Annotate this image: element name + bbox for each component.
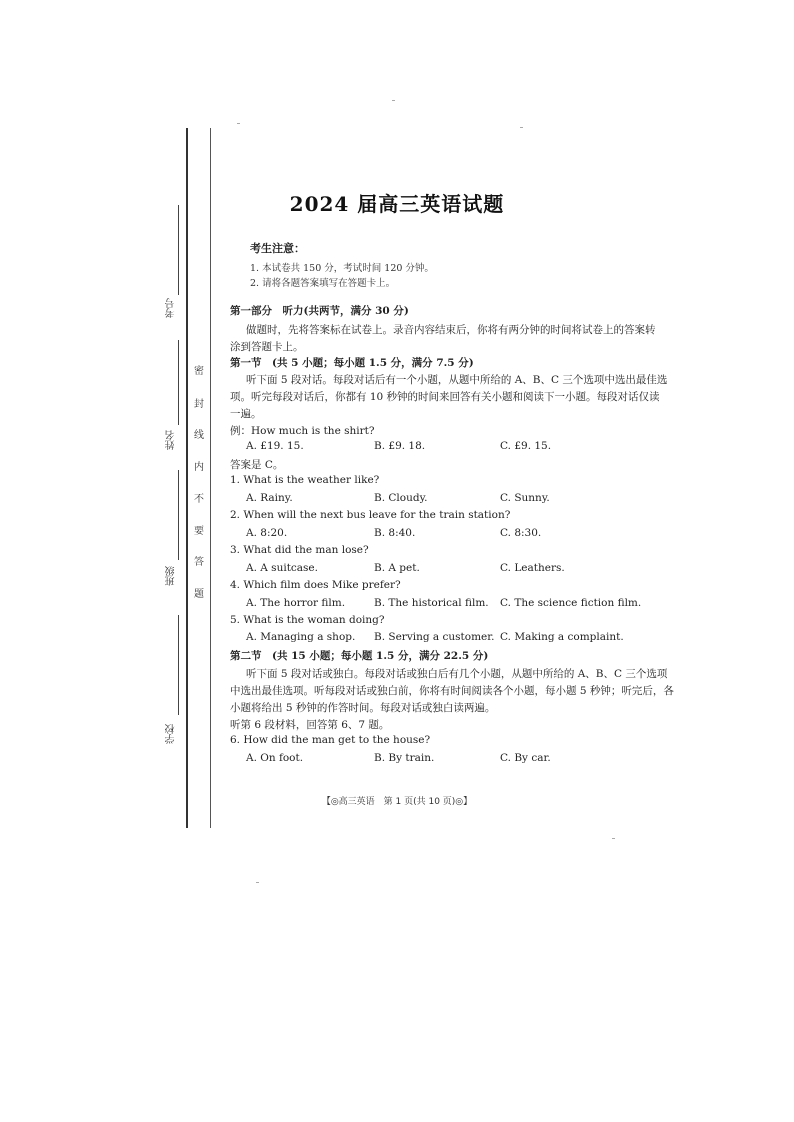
part1-instruction-line: 涂到答题卡上。 xyxy=(230,341,304,353)
q3-option-c: C. Leathers. xyxy=(500,562,565,574)
section1-instruction-line: 听下面 5 段对话。每段对话后有一个小题，从题中所给的 A、B、C 三个选项中选出最佳选 xyxy=(246,374,668,386)
question-3: 3. What did the man lose? xyxy=(230,544,369,556)
q3-option-b: B. A pet. xyxy=(374,562,420,574)
field-label-school: 学校 xyxy=(166,724,177,744)
q2-option-a: A. 8:20. xyxy=(246,527,288,539)
example-question: 例：How much is the shirt? xyxy=(230,425,375,437)
example-option-a: A. £19. 15. xyxy=(246,440,304,452)
seal-char: 要 xyxy=(194,526,204,537)
section2-instruction-line: 听下面 5 段对话或独白。每段对话或独白后有几个小题，从题中所给的 A、B、C 三个选项 xyxy=(246,668,668,680)
part1-heading: 第一部分 听力(共两节，满分 30 分) xyxy=(230,305,409,317)
q6-option-a: A. On foot. xyxy=(246,752,304,764)
seal-char: 答 xyxy=(194,557,204,568)
field-label-class: 班级 xyxy=(166,566,177,586)
field-label-exam-number: 考号 xyxy=(166,298,177,318)
seal-char: 线 xyxy=(194,430,204,441)
section1-heading: 第一节 (共 5 小题；每小题 1.5 分，满分 7.5 分) xyxy=(230,357,474,369)
seal-char: 封 xyxy=(194,399,204,410)
field-line-exam-number xyxy=(178,205,179,295)
question-2: 2. When will the next bus leave for the train station? xyxy=(230,509,511,521)
section1-instruction-line: 一遍。 xyxy=(230,408,262,420)
q4-option-a: A. The horror film. xyxy=(246,597,346,609)
field-label-name: 姓名 xyxy=(166,430,177,450)
q5-option-b: B. Serving a customer. xyxy=(374,631,495,643)
question-6: 6. How did the man get to the house? xyxy=(230,734,431,746)
seal-char: 密 xyxy=(194,366,204,377)
binding-line-inner xyxy=(210,128,211,828)
example-option-c: C. £9. 15. xyxy=(500,440,552,452)
q4-option-c: C. The science fiction film. xyxy=(500,597,642,609)
q2-option-b: B. 8:40. xyxy=(374,527,416,539)
question-1: 1. What is the weather like? xyxy=(230,474,380,486)
example-option-b: B. £9. 18. xyxy=(374,440,426,452)
field-line-school xyxy=(178,615,179,715)
field-line-name xyxy=(178,340,179,425)
q5-option-c: C. Making a complaint. xyxy=(500,631,624,643)
field-line-class xyxy=(178,470,179,560)
question-4: 4. Which film does Mike prefer? xyxy=(230,579,401,591)
seal-char: 内 xyxy=(194,462,204,473)
example-answer: 答案是 C。 xyxy=(230,459,284,471)
notice-heading: 考生注意： xyxy=(250,242,305,255)
q6-option-c: C. By car. xyxy=(500,752,551,764)
section1-instruction-line: 项。听完每段对话后，你都有 10 秒钟的时间来回答有关小题和阅读下一小题。每段对话仅读 xyxy=(230,391,660,403)
scan-speck xyxy=(256,882,259,883)
q1-option-c: C. Sunny. xyxy=(500,492,550,504)
q1-option-b: B. Cloudy. xyxy=(374,492,428,504)
scan-speck xyxy=(392,100,395,101)
seal-char: 题 xyxy=(194,589,204,600)
section2-instruction-line: 中选出最佳选项。听每段对话或独白前，你将有时间阅读各个小题，每小题 5 秒钟；听完后，各 xyxy=(230,685,674,697)
binding-line-outer xyxy=(186,128,188,828)
question-5: 5. What is the woman doing? xyxy=(230,614,385,626)
q5-option-a: A. Managing a shop. xyxy=(246,631,356,643)
section2-instruction-line: 小题将给出 5 秒钟的作答时间。每段对话或独白读两遍。 xyxy=(230,702,496,714)
scan-speck xyxy=(520,127,523,128)
q2-option-c: C. 8:30. xyxy=(500,527,542,539)
section2-heading: 第二节 (共 15 小题；每小题 1.5 分，满分 22.5 分) xyxy=(230,650,489,662)
q6-option-b: B. By train. xyxy=(374,752,435,764)
page-footer: 【◎高三英语 第 1 页(共 10 页)◎】 xyxy=(321,797,473,807)
q4-option-b: B. The historical film. xyxy=(374,597,489,609)
seal-char: 不 xyxy=(194,494,204,505)
scan-speck xyxy=(612,838,615,839)
q3-option-a: A. A suitcase. xyxy=(246,562,318,574)
q1-option-a: A. Rainy. xyxy=(246,492,293,504)
page-title: 2024 届高三英语试题 xyxy=(289,192,505,216)
material-intro: 听第 6 段材料，回答第 6、7 题。 xyxy=(230,719,390,731)
scan-speck xyxy=(237,123,240,124)
part1-instruction-line: 做题时，先将答案标在试卷上。录音内容结束后，你将有两分钟的时间将试卷上的答案转 xyxy=(246,324,656,336)
notice-item: 1. 本试卷共 150 分，考试时间 120 分钟。 xyxy=(250,263,434,274)
notice-item: 2. 请将各题答案填写在答题卡上。 xyxy=(250,278,396,289)
